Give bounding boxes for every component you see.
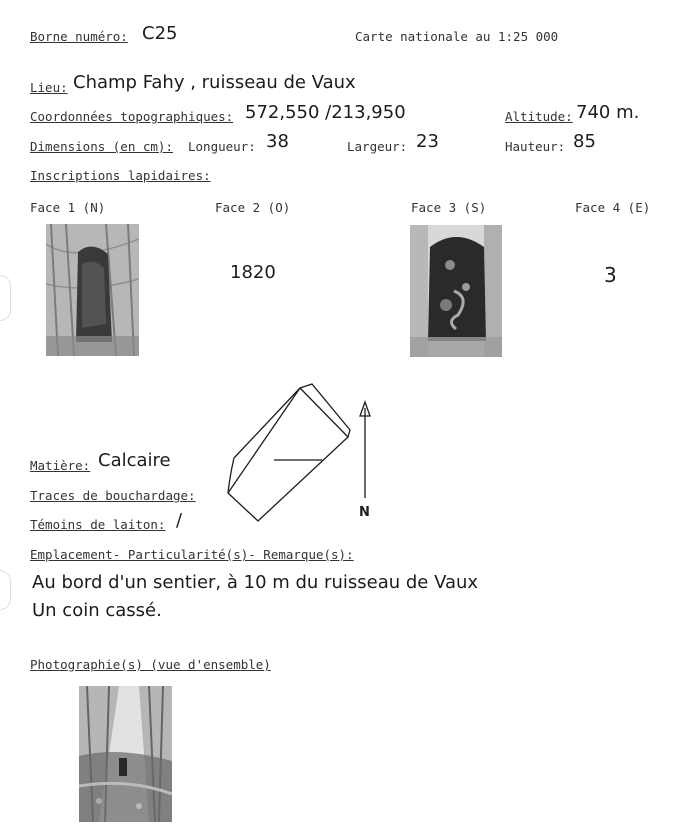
- paper-edge-mark: [0, 570, 11, 610]
- face-3-label: Face 3 (S): [411, 200, 487, 215]
- north-arrow: [360, 402, 370, 498]
- lieu-label: Lieu:: [30, 80, 68, 95]
- borne-value: C25: [142, 23, 178, 44]
- largeur-label: Largeur:: [347, 139, 408, 154]
- inscriptions-label: Inscriptions lapidaires:: [30, 168, 211, 183]
- hauteur-label: Hauteur:: [505, 139, 566, 154]
- coordonnees-value: 572,550 /213,950: [245, 102, 406, 123]
- face-1-photo: [46, 224, 139, 356]
- matiere-value: Calcaire: [98, 450, 171, 471]
- face-2-label: Face 2 (O): [215, 200, 291, 215]
- face-4-label: Face 4 (E): [575, 200, 651, 215]
- face-4-inscription: 3: [604, 263, 617, 287]
- dimensions-label: Dimensions (en cm):: [30, 139, 173, 154]
- borne-label: Borne numéro:: [30, 29, 128, 44]
- lieu-value: Champ Fahy , ruisseau de Vaux: [73, 72, 356, 93]
- emplacement-line-1: Au bord d'un sentier, à 10 m du ruisseau de Vaux: [32, 572, 479, 593]
- overview-photo: [79, 686, 172, 822]
- largeur-value: 23: [416, 131, 439, 152]
- face-1-label: Face 1 (N): [30, 200, 106, 215]
- hauteur-value: 85: [573, 131, 596, 152]
- photographie-label: Photographie(s) (vue d'ensemble): [30, 657, 271, 672]
- face-3-photo: [410, 225, 502, 357]
- face-2-inscription: 1820: [230, 262, 276, 283]
- temoins-value: /: [176, 510, 183, 531]
- longueur-label: Longueur:: [188, 139, 256, 154]
- matiere-label: Matière:: [30, 458, 91, 473]
- carte-nationale: Carte nationale au 1:25 000: [355, 29, 559, 44]
- coordonnees-label: Coordonnées topographiques:: [30, 109, 234, 124]
- altitude-label: Altitude:: [505, 109, 573, 124]
- emplacement-label: Emplacement- Particularité(s)- Remarque(s):: [30, 547, 354, 562]
- paper-edge-mark: [0, 275, 11, 321]
- temoins-label: Témoins de laiton:: [30, 517, 166, 532]
- north-letter: N: [359, 505, 370, 520]
- stone-plan-diagram: [220, 380, 400, 525]
- altitude-value: 740 m.: [576, 102, 640, 123]
- longueur-value: 38: [266, 131, 289, 152]
- traces-label: Traces de bouchardage:: [30, 488, 196, 503]
- emplacement-line-2: Un coin cassé.: [32, 600, 162, 621]
